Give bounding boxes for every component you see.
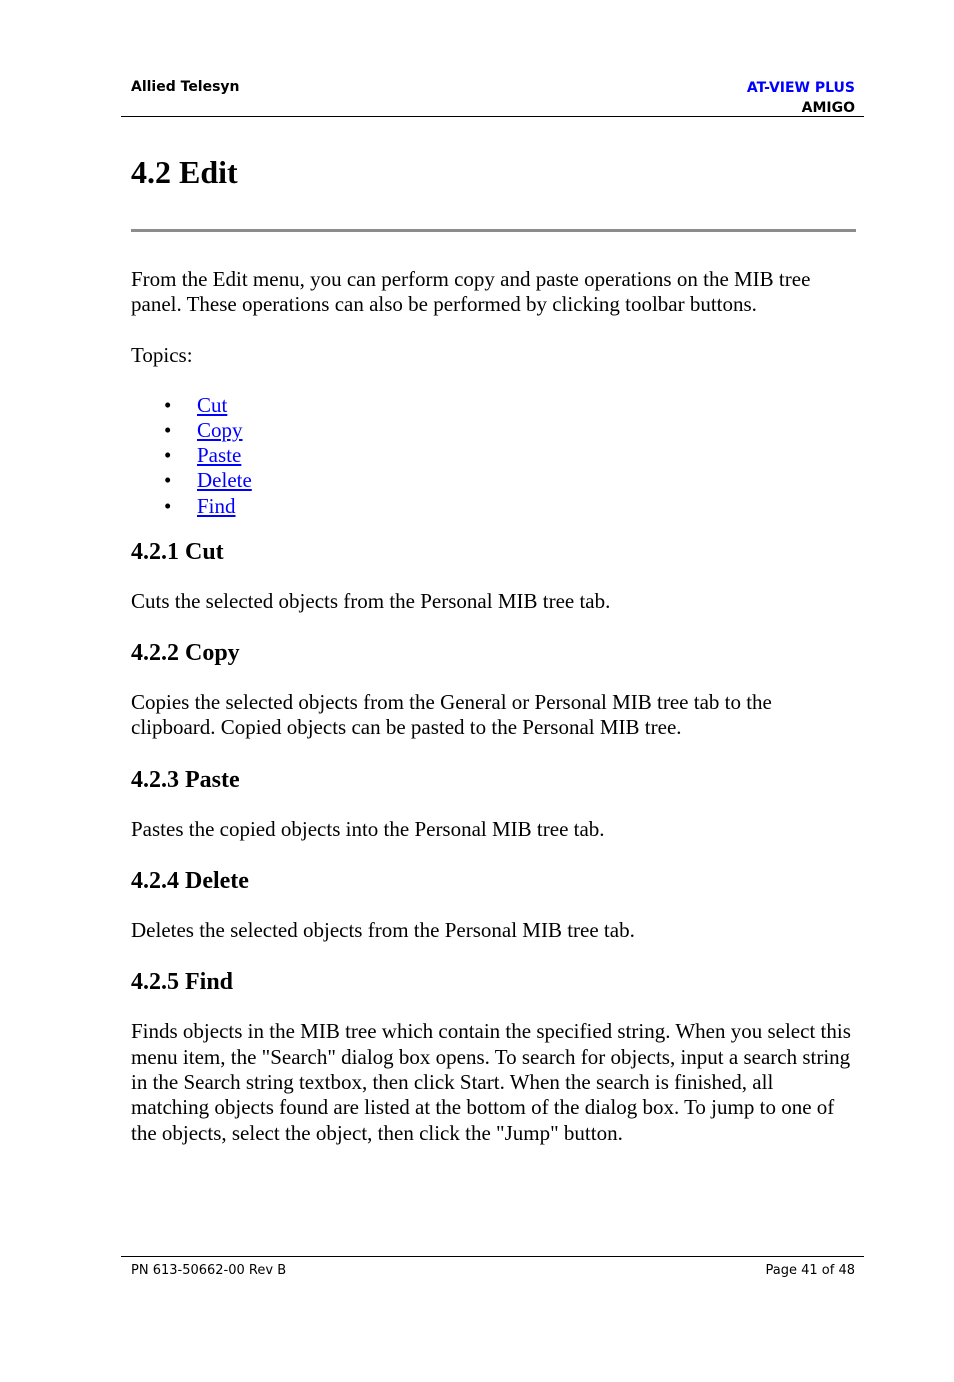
topic-link-copy[interactable]: Copy xyxy=(197,418,243,443)
section-heading-delete: 4.2.4 Delete xyxy=(131,868,249,895)
bullet-icon: • xyxy=(164,468,172,493)
section-heading-paste: 4.2.3 Paste xyxy=(131,766,240,793)
header-product: AT-VIEW PLUS xyxy=(746,80,855,96)
header-divider xyxy=(121,116,864,117)
footer-divider xyxy=(121,1256,864,1257)
section-body-paste: Pastes the copied objects into the Personal MIB tree tab. xyxy=(131,816,605,841)
footer-page-number: Page 41 of 48 xyxy=(765,1263,855,1278)
topic-item-delete xyxy=(131,468,856,493)
header-product-block xyxy=(747,78,855,118)
bullet-icon: • xyxy=(164,392,172,417)
section-heading-cut: 4.2.1 Cut xyxy=(131,538,224,565)
intro-paragraph: From the Edit menu, you can perform copy and paste operations on the MIB tree panel. These operations can also be performed by clicking toolbar buttons. xyxy=(131,267,811,317)
title-divider xyxy=(131,229,856,232)
topic-item-copy xyxy=(131,418,856,443)
header-module: AMIGO xyxy=(801,100,855,116)
topic-link-delete[interactable]: Delete xyxy=(197,468,252,493)
section-body-find: Finds objects in the MIB tree which contain the specified string. When you select this menu item, the "Search" dialog box opens. To search for objects, input a search string in the Search string textbox, then click Start. When the search is finished, all matching objects found are listed at the bottom of the dialog box. To jump to one of the objects, select the object, then click the "Jump" button. xyxy=(131,1019,851,1145)
topic-link-find[interactable]: Find xyxy=(197,493,236,518)
section-body-copy: Copies the selected objects from the General or Personal MIB tree tab to the clipboard. Copied objects can be pasted to the Personal MIB tree. xyxy=(131,690,772,740)
section-body-cut: Cuts the selected objects from the Personal MIB tree tab. xyxy=(131,588,611,613)
section-body-delete: Deletes the selected objects from the Personal MIB tree tab. xyxy=(131,918,635,943)
topic-item-cut xyxy=(131,393,856,418)
topic-item-paste xyxy=(131,443,856,468)
section-heading-copy: 4.2.2 Copy xyxy=(131,640,240,667)
bullet-icon: • xyxy=(164,418,172,443)
main-content xyxy=(131,267,856,1170)
topics-list xyxy=(131,393,856,519)
footer-part-number: PN 613-50662-00 Rev B xyxy=(131,1263,287,1278)
topic-link-paste[interactable]: Paste xyxy=(197,443,242,468)
topic-item-find xyxy=(131,494,856,519)
section-heading-find: 4.2.5 Find xyxy=(131,969,234,996)
topic-link-cut[interactable]: Cut xyxy=(197,392,228,417)
topics-label: Topics: xyxy=(131,342,193,367)
header-company: Allied Telesyn xyxy=(131,79,240,95)
page-title: 4.2 Edit xyxy=(131,154,238,190)
bullet-icon: • xyxy=(164,493,172,518)
bullet-icon: • xyxy=(164,443,172,468)
